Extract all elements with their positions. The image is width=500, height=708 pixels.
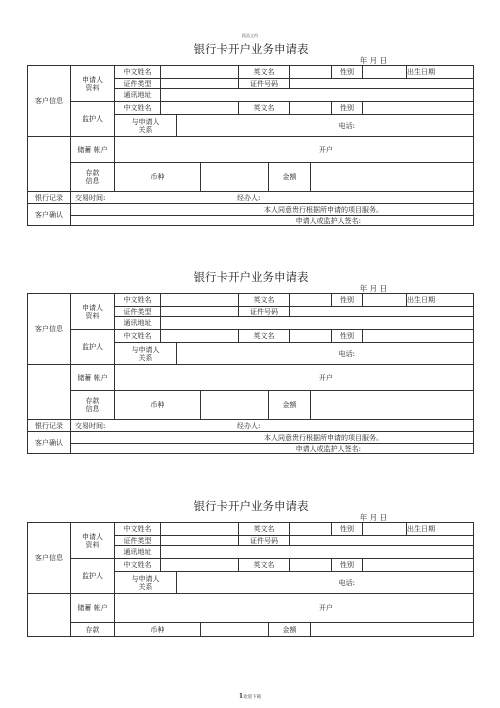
gender-field[interactable] [363, 294, 407, 307]
id-type-field[interactable] [161, 536, 239, 546]
english-name-label-label: 英文名 [253, 525, 275, 533]
chinese-name-field[interactable] [161, 523, 239, 536]
phone-field-label: 电话: [338, 349, 355, 358]
guardian-group-label-label: 监护人 [82, 572, 103, 580]
chinese-name-label [115, 66, 161, 79]
guardian-chinese-name-label-label: 中文姓名 [123, 561, 152, 569]
chinese-name-label-label: 中文姓名 [123, 68, 152, 76]
deposit-info-label [71, 163, 115, 192]
deposit-info-label [71, 623, 115, 637]
guardian-gender-field[interactable] [363, 102, 474, 115]
id-type-label [115, 79, 161, 89]
guardian-chinese-name-label [115, 102, 161, 115]
gender-label [332, 66, 363, 79]
guardian-chinese-name-label-label: 中文姓名 [123, 104, 152, 112]
savings-account-label-label: 储蓄 帐户 [77, 373, 108, 382]
gender-field[interactable] [363, 523, 407, 536]
bank-record-label [27, 420, 71, 432]
page-footer-suffix: 欢迎下载 [243, 695, 262, 700]
customer-info-label-label: 客户信息 [35, 97, 63, 105]
id-number-label-label: 证件号码 [250, 307, 278, 316]
address-label [115, 546, 161, 559]
amount-label [269, 623, 311, 637]
english-name-label-label: 英文名 [253, 296, 275, 304]
english-name-label [239, 523, 290, 536]
english-name-field[interactable] [290, 66, 332, 79]
trade-time-label: 交易时间: [75, 193, 106, 202]
currency-label [115, 391, 201, 420]
amount-label-label: 金额 [282, 401, 297, 409]
english-name-label [239, 294, 290, 307]
currency-field[interactable] [201, 391, 269, 420]
guardian-gender-label-label: 性别 [340, 332, 354, 340]
form-title: 银行卡开户业务申请表 [193, 42, 309, 56]
handler-label: 经办人: [237, 193, 261, 202]
english-name-field[interactable] [290, 294, 332, 307]
page-footer [0, 693, 500, 700]
birth-date-label [407, 294, 474, 307]
currency-label [115, 163, 201, 192]
id-number-label [239, 307, 290, 317]
customer-info-label [27, 66, 71, 137]
guardian-english-name-field[interactable] [290, 102, 332, 115]
form-table [27, 65, 474, 226]
relation-label [115, 572, 177, 594]
chinese-name-label-label: 中文姓名 [123, 525, 152, 533]
gender-label [332, 523, 363, 536]
guardian-group-label-label: 监护人 [82, 343, 103, 351]
guardian-english-name-label [239, 559, 290, 572]
chinese-name-label [115, 523, 161, 536]
phone-field [177, 343, 474, 365]
guardian-chinese-name-label [115, 330, 161, 343]
chinese-name-field[interactable] [161, 66, 239, 79]
amount-field[interactable] [311, 623, 474, 637]
applicant-group-label-label: 申请人 资料 [82, 75, 103, 92]
consent-text [71, 432, 474, 444]
address-label-label: 通讯地址 [123, 319, 152, 327]
guardian-gender-label [332, 102, 363, 115]
gender-field[interactable] [363, 66, 407, 79]
applicant-group-label [71, 523, 115, 559]
relation-label-label: 与申请人 关系 [131, 117, 160, 134]
currency-label [115, 623, 201, 637]
deposit-info-label [71, 391, 115, 420]
savings-account-label [71, 594, 115, 623]
customer-confirm-label [27, 432, 71, 454]
open-account-field [115, 594, 474, 623]
id-number-field[interactable] [290, 536, 474, 546]
applicant-group-label [71, 294, 115, 330]
signature-field-label: 申请人或监护人签名: [295, 444, 361, 453]
address-field[interactable] [161, 546, 474, 559]
guardian-gender-label-label: 性别 [340, 561, 354, 569]
bank-record-field[interactable] [71, 420, 474, 432]
open-account-field [115, 137, 474, 163]
form-date: 年 月 日 [359, 284, 387, 293]
guardian-group-label [71, 559, 115, 594]
guardian-english-name-label-label: 英文名 [253, 332, 275, 340]
id-number-label [239, 536, 290, 546]
birth-date-label-label: 出生日期 [407, 525, 435, 533]
amount-field[interactable] [311, 391, 474, 420]
page-number: 1 [238, 693, 244, 700]
gender-label-label: 性别 [340, 296, 354, 304]
customer-confirm-label-label: 客户确认 [35, 210, 63, 219]
id-type-field[interactable] [161, 79, 239, 89]
applicant-group-label [71, 66, 115, 102]
savings-account-label [71, 137, 115, 163]
amount-field[interactable] [311, 163, 474, 192]
id-number-label-label: 证件号码 [250, 79, 278, 88]
deposit-info-label-label: 存款 [85, 625, 100, 634]
id-type-label-label: 证件类型 [123, 79, 152, 88]
amount-label [269, 391, 311, 420]
open-account-field-label: 开户 [319, 604, 333, 612]
phone-field [177, 572, 474, 594]
id-type-field[interactable] [161, 307, 239, 317]
currency-field[interactable] [201, 623, 269, 637]
form-title: 银行卡开户业务申请表 [193, 499, 309, 513]
address-field[interactable] [161, 317, 474, 330]
customer-info-label-label: 客户信息 [35, 554, 63, 562]
guardian-english-name-field[interactable] [290, 330, 332, 343]
currency-field[interactable] [201, 163, 269, 192]
form-date: 年 月 日 [359, 513, 387, 522]
guardian-group-label-label: 监护人 [82, 115, 103, 123]
guardian-gender-label [332, 330, 363, 343]
signature-field [71, 216, 474, 226]
birth-date-label [407, 66, 474, 79]
account-section-blank[interactable] [27, 594, 71, 637]
form-table [27, 522, 474, 637]
english-name-label-label: 英文名 [253, 68, 275, 76]
currency-label-label: 币种 [150, 173, 165, 181]
customer-confirm-label [27, 204, 71, 226]
currency-label-label: 币种 [150, 401, 165, 409]
id-type-label-label: 证件类型 [123, 307, 152, 316]
relation-label-label: 与申请人 关系 [131, 574, 160, 591]
handler-label: 经办人: [237, 421, 261, 430]
id-number-label-label: 证件号码 [250, 536, 278, 545]
amount-label-label: 金额 [282, 173, 297, 181]
id-type-label [115, 536, 161, 546]
consent-text-label: 本人同意贵行根据所申请的项目服务。 [264, 205, 383, 214]
address-label [115, 89, 161, 102]
address-label-label: 通讯地址 [123, 91, 152, 99]
customer-info-label-label: 客户信息 [35, 325, 63, 333]
form-table [27, 293, 474, 454]
id-number-label [239, 79, 290, 89]
chinese-name-label [115, 294, 161, 307]
savings-account-label-label: 储蓄 帐户 [77, 604, 108, 612]
savings-account-label [71, 365, 115, 391]
trade-time-label: 交易时间: [75, 421, 106, 430]
guardian-english-name-label-label: 英文名 [253, 561, 275, 569]
account-section-blank[interactable] [27, 137, 71, 192]
id-type-label [115, 307, 161, 317]
address-label [115, 317, 161, 330]
guardian-english-name-label-label: 英文名 [253, 104, 275, 112]
guardian-group-label [71, 330, 115, 365]
applicant-group-label-label: 申请人 资料 [82, 532, 103, 549]
english-name-field[interactable] [290, 523, 332, 536]
phone-field [177, 115, 474, 137]
address-field[interactable] [161, 89, 474, 102]
birth-date-label-label: 出生日期 [407, 68, 435, 76]
header-note: 精品文档 [242, 33, 258, 38]
guardian-chinese-name-label [115, 559, 161, 572]
guardian-group-label [71, 102, 115, 137]
bank-record-label-label: 银行记录 [35, 193, 63, 202]
gender-label-label: 性别 [340, 68, 354, 76]
customer-confirm-label-label: 客户确认 [35, 438, 63, 447]
id-type-label-label: 证件类型 [123, 536, 152, 545]
guardian-english-name-field[interactable] [290, 559, 332, 572]
guardian-english-name-label [239, 330, 290, 343]
chinese-name-label-label: 中文姓名 [123, 296, 152, 304]
bank-record-label-label: 银行记录 [35, 421, 63, 430]
guardian-chinese-name-field[interactable] [161, 102, 239, 115]
english-name-label [239, 66, 290, 79]
guardian-chinese-name-label-label: 中文姓名 [123, 332, 152, 340]
relation-label [115, 343, 177, 365]
deposit-info-label-label: 存款 信息 [85, 397, 100, 413]
guardian-gender-field[interactable] [363, 559, 474, 572]
phone-field-label: 电话: [338, 121, 355, 130]
application-form-3 [27, 499, 475, 637]
form-date: 年 月 日 [359, 56, 387, 65]
guardian-chinese-name-field[interactable] [161, 330, 239, 343]
account-section-blank[interactable] [27, 365, 71, 420]
signature-field-label: 申请人或监护人签名: [295, 216, 361, 225]
phone-field-label: 电话: [338, 578, 355, 587]
deposit-info-label-label: 存款 信息 [85, 169, 100, 185]
guardian-gender-field[interactable] [363, 330, 474, 343]
id-number-field[interactable] [290, 307, 474, 317]
signature-field [71, 444, 474, 454]
currency-label-label: 币种 [150, 625, 165, 634]
application-form-2 [27, 270, 475, 454]
open-account-field [115, 365, 474, 391]
relation-label [115, 115, 177, 137]
applicant-group-label-label: 申请人 资料 [82, 303, 103, 320]
gender-label [332, 294, 363, 307]
birth-date-label-label: 出生日期 [407, 296, 435, 304]
guardian-chinese-name-field[interactable] [161, 559, 239, 572]
guardian-gender-label-label: 性别 [340, 104, 354, 112]
open-account-field-label: 开户 [319, 373, 333, 382]
id-number-field[interactable] [290, 79, 474, 89]
consent-text [71, 204, 474, 216]
birth-date-label [407, 523, 474, 536]
bank-record-field[interactable] [71, 192, 474, 204]
relation-label-label: 与申请人 关系 [131, 345, 160, 362]
consent-text-label: 本人同意贵行根据所申请的项目服务。 [264, 433, 383, 442]
gender-label-label: 性别 [340, 525, 354, 533]
amount-label-label: 金额 [282, 625, 297, 634]
customer-info-label [27, 294, 71, 365]
guardian-english-name-label [239, 102, 290, 115]
amount-label [269, 163, 311, 192]
customer-info-label [27, 523, 71, 594]
chinese-name-field[interactable] [161, 294, 239, 307]
form-title: 银行卡开户业务申请表 [193, 270, 309, 284]
bank-record-label [27, 192, 71, 204]
open-account-field-label: 开户 [319, 145, 333, 154]
guardian-gender-label [332, 559, 363, 572]
application-form-1 [27, 42, 475, 226]
savings-account-label-label: 储蓄 帐户 [77, 145, 108, 154]
address-label-label: 通讯地址 [123, 548, 152, 556]
